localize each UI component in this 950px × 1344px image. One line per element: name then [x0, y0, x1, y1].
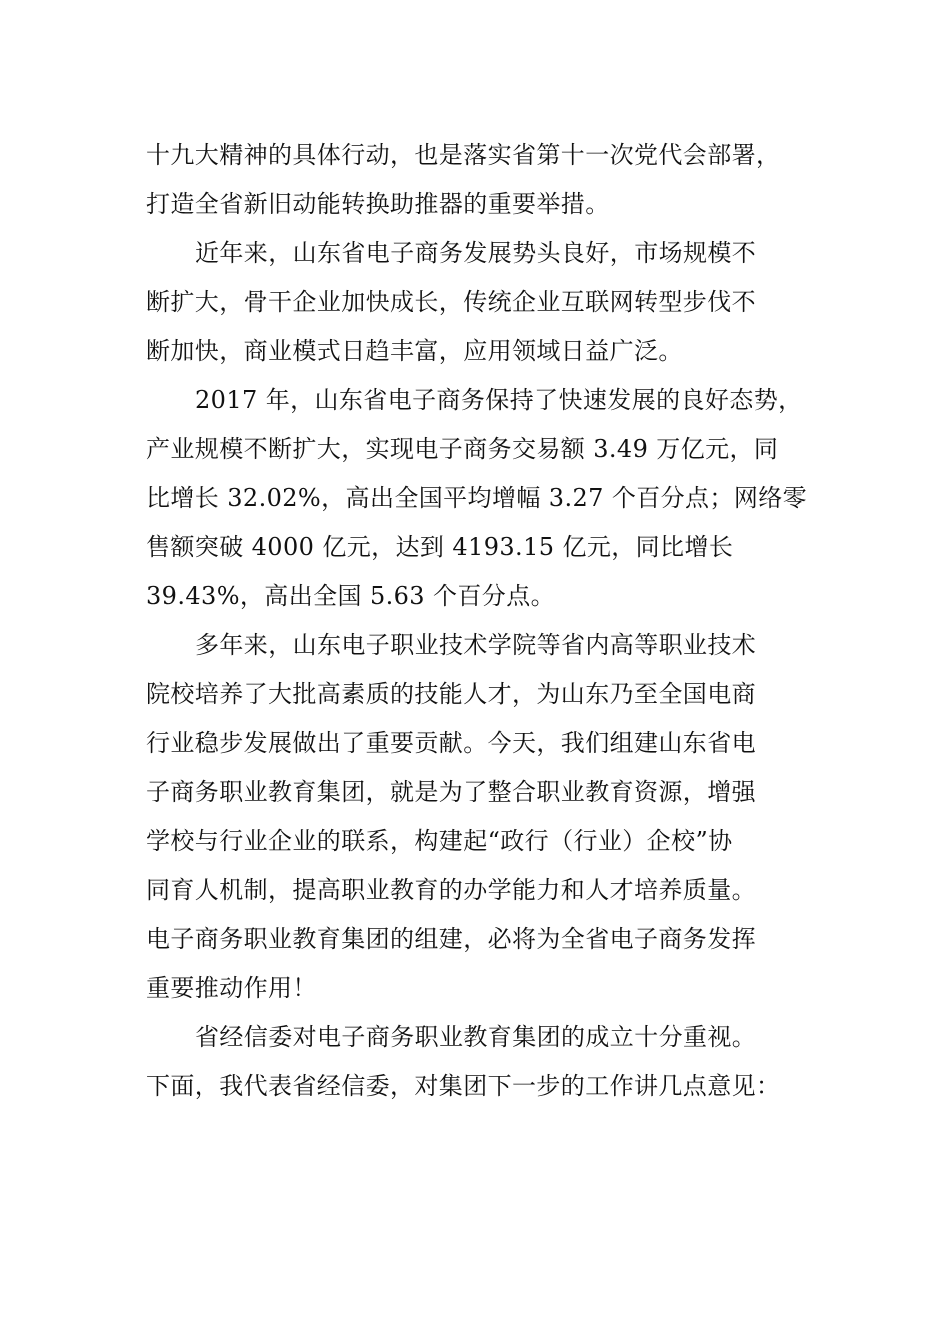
text-line: 断加快，商业模式日趋丰富，应用领域日益广泛。 — [146, 337, 683, 365]
text-line: 同育人机制，提高职业教育的办学能力和人才培养质量。 — [146, 876, 756, 904]
text-line: 电子商务职业教育集团的组建，必将为全省电子商务发挥 — [146, 925, 756, 953]
text-line: 学校与行业企业的联系，构建起“政行（行业）企校”协 — [146, 827, 733, 855]
paragraph-2 — [146, 229, 806, 376]
text-line: 2017 年，山东省电子商务保持了快速发展的良好态势， — [195, 386, 803, 414]
text-line: 十九大精神的具体行动，也是落实省第十一次党代会部署， — [146, 141, 781, 169]
text-line: 产业规模不断扩大，实现电子商务交易额 3.49 万亿元，同 — [146, 435, 779, 463]
paragraph-1 — [146, 131, 806, 229]
text-line: 断扩大，骨干企业加快成长，传统企业互联网转型步伐不 — [146, 288, 756, 316]
text-line: 打造全省新旧动能转换助推器的重要举措。 — [146, 190, 610, 218]
text-line: 售额突破 4000 亿元，达到 4193.15 亿元，同比增长 — [146, 533, 734, 561]
paragraph-3 — [146, 376, 806, 621]
text-line: 多年来，山东电子职业技术学院等省内高等职业技术 — [195, 631, 757, 659]
body-text — [146, 131, 806, 1111]
text-line: 子商务职业教育集团，就是为了整合职业教育资源，增强 — [146, 778, 756, 806]
text-line: 比增长 32.02%，高出全国平均增幅 3.27 个百分点；网络零 — [146, 484, 808, 512]
text-line: 省经信委对电子商务职业教育集团的成立十分重视。 — [195, 1023, 757, 1051]
text-line: 重要推动作用！ — [146, 974, 317, 1002]
text-line: 行业稳步发展做出了重要贡献。今天，我们组建山东省电 — [146, 729, 756, 757]
paragraph-5 — [146, 1013, 806, 1111]
paragraph-4 — [146, 621, 806, 1013]
text-line: 近年来，山东省电子商务发展势头良好，市场规模不 — [195, 239, 757, 267]
text-line: 院校培养了大批高素质的技能人才，为山东乃至全国电商 — [146, 680, 756, 708]
text-line: 39.43%，高出全国 5.63 个百分点。 — [146, 582, 556, 610]
text-line: 下面，我代表省经信委，对集团下一步的工作讲几点意见： — [146, 1072, 781, 1100]
